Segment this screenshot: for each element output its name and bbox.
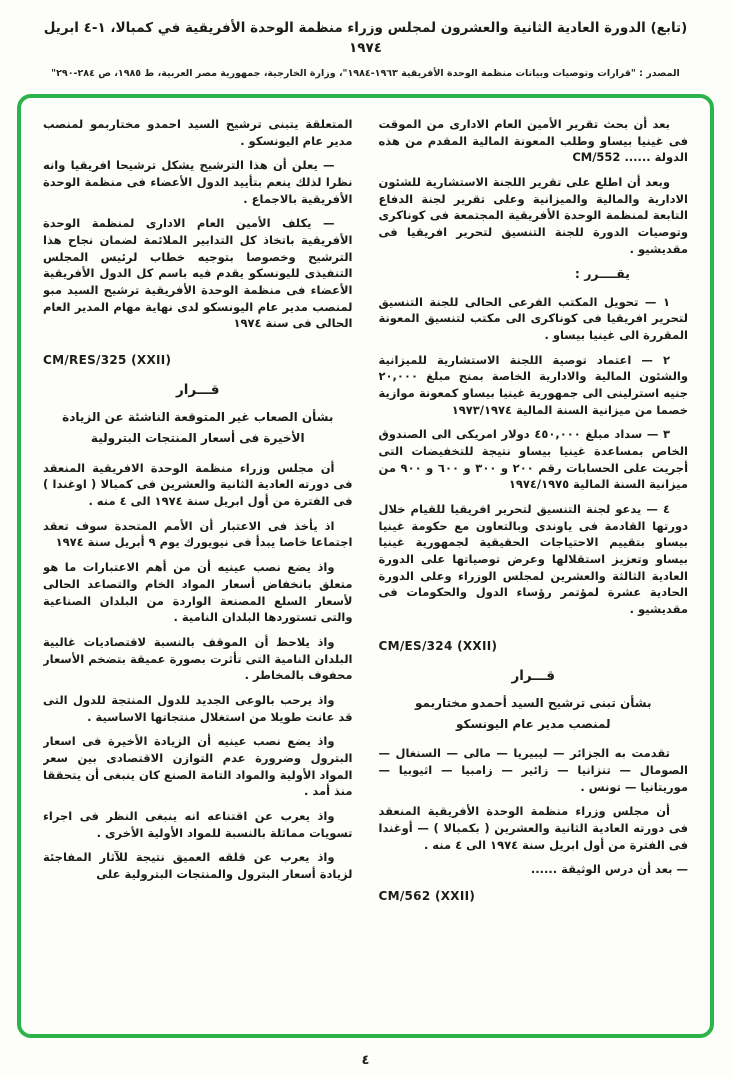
session-paragraph: أن مجلس وزراء منظمة الوحدة الأفريقية المنعقد فى دورته العادية الثانية والعشرين ( بكمبالا ) — أوغندا فى الفترة من أول ابريل سنة ١٩٧٤ الى ٤ منه . [378,804,688,852]
resolution-item-4: ٤ — يدعو لجنة التنسيق لتحرير افريقيا للقيام خلال دورتها القادمة فى ياوندى وبالتعاون مع حكومة غينيا بيساو بتقييم الاحتياجات الحقيقية لجمهورية غينيا بيساو وتعزيز استقلالها وعرض توصياتها على الدورة العادية الثالثة والعشرين لمجلس الوزراء وعلى الدورة الحادية عشرة لمؤتمر رؤساء الدول والحكومات فى مقديشيو . [378,501,688,616]
declares-paragraph: — يعلن أن هذا الترشيح يشكل ترشيحا افريقيا وانه نظرا لذلك ينعم بتأييد الدول الأعضاء فى منظمة الوحدة الأفريقية بالاجماع . [43,158,353,206]
resolution-2-subtitle-line-2: الأخيرة فى أسعار المنتجات البترولية [90,431,305,446]
resolution-heading: قـــرار [511,667,555,684]
session-paragraph-2: أن مجلس وزراء منظمة الوحدة الافريقية المنعقد فى دورته العادية الثانية والعشرين فى كمبالا ( اوغندا ) فى الفترة من أول ابريل سنة ١٩٧٤ الى ٤ منه . [43,460,353,509]
instructs-paragraph: — يكلف الأمين العام الادارى لمنظمة الوحدة الأفريقية باتخاذ كل التدابير الملائمة لضمان نجاح هذا الترشيح وخصوصا بتوجيه خطاب لرئيس المجلس التنفيذى لليونسكو يقدم فيه باسم كل الدول الأفريقية الأعضاء فى منظمة الوحدة الأفريقية ترشيح السيد مبو لمنصب مدير عام اليونسكو لدى نهاية مهام المدير العام الحالى فى سنة ١٩٧٤ [43,216,353,331]
column-right [379,116,689,1020]
preamble-paragraph-2: وبعد أن اطلع على تقرير اللجنة الاستشارية للشئون الادارية والمالية والميزانية وعلى تقرير لجنة الدفاع التابعة لمنظمة الوحدة الأفريقية المجتمعة فى كوناكرى وتوصيات الدورة للجنة التنسيق لتحرير افريقيا فى مقديشيو . [378,175,688,256]
considering-paragraph: اذ يأخذ فى الاعتبار أن الأمم المتحدة سوف تعقد اجتماعا خاصا يبدأ فى نيويورك يوم ٩ أبريل سنة ١٩٧٤ [43,518,353,550]
preamble-paragraph-1: بعد أن بحث تقرير الأمين العام الادارى من الموقت فى غينيا بيساو وطلب المعونة المالية المقدم من هذه الدولة ...... CM/552 [378,117,688,165]
document-code-cm-es-324: CM/ES/324 (XXII) [378,638,498,653]
column-left [43,116,353,1020]
having-studied-paragraph: — بعد أن درس الوثيقة ...... [530,862,688,877]
resolution-item-2: ٢ — اعتماد توصية اللجنة الاستشارية للميزانية والشئون المالية والادارية الخاصة بمنح مبلغ ٢٠,٠٠٠ جنيه استرلينى الى جمهورية غينيا بيساو كمعونة موازية خصما من ميزانية السنة المالية ١٩٧٣/١٩٧٤ [378,352,688,417]
welcoming-paragraph: واذ يرحب بالوعى الجديد للدول المنتجة للدول التى قد عانت طويلا من استغلال منتجاتها الاساسية . [43,692,353,724]
resolution-subtitle-line-2: لمنصب مدير عام اليونسكو [455,716,611,731]
page-number: ٤ [361,1053,370,1068]
resolution-heading-2: قـــرار [176,382,220,399]
concern-paragraph: واذ يعرب عن قلقه العميق نتيجة للآثار المفاجئة لزيادة أسعار البترول والمنتجات البترولية على [43,850,353,881]
sponsors-paragraph: تقدمت به الجزائر — ليبيريا — مالى — السنغال — الصومال — تنزانيا — زائير — زامبيا — اثيوبيا — موريتانيا — تونس . [378,746,688,794]
noting-paragraph: واذ يلاحظ أن الموقف بالنسبة لاقتصاديات غالبية البلدان النامية التى تأثرت بصورة عميقة بتضخم الأسعار محفوف بالمخاطر . [43,634,353,683]
document-code-cm-res-325: CM/RES/325 (XXII) [43,353,172,368]
bearing-in-mind-paragraph-2: واذ يضع نصب عينيه أن الزيادة الأخيرة فى اسعار البترول وضرورة عدم التوازن الاقتصادى بين سعر المواد الأولية والمواد التامة الصنع كان ينبغى أن يتحققا منذ أمد . [43,734,353,799]
resolution-item-3: ٣ — سداد مبلغ ٤٥٠,٠٠٠ دولار امريكى الى الصندوق الخاص بمساعدة غينيا بيساو نتيجة للتخفيضات التى أجريت على الحسابات رقم ٢٠٠ و ٣٠٠ و ٦٠٠ و ٩٠٠ من ميزانية السنة المالية ١٩٧٤/١٩٧٥ [378,427,688,492]
document-code-cm-562: CM/562 (XXII) [378,889,476,904]
green-border-frame [17,94,714,1038]
document-header [0,0,731,79]
two-column-layout [43,116,688,1020]
resolution-2-subtitle-line-1: بشأن الصعاب غير المتوقعة الناشئة عن الزيادة [62,410,334,425]
resolution-subtitle-line-1: بشأن تبنى ترشيح السيد أحمدو مختاربمو [415,695,652,710]
document-source-line: المصدر : "قرارات وتوصيات وبيانات منظمة الوحدة الأفريقية ١٩٦٣-١٩٨٤"، وزارة الخارجية، جمهورية مصر العربية، ط ١٩٨٥، ص ٢٨٤-٢٩٠" [51,67,680,79]
decides-heading: يقــــرر : [574,266,630,282]
resolution-item-1: ١ — تحويل المكتب الفرعى الحالى للجنة التنسيق لتحرير افريقيا فى كوناكرى الى مكتب لتنسيق المعونة المقررة الى غينيا بيساو . [378,294,688,342]
bearing-in-mind-paragraph-1: واذ يضع نصب عينيه أن من أهم الاعتبارات ما هو متعلق بانخفاض أسعار المواد الخام والتصاعد الحالى لأسعار السلع المصنعة الواردة من البلدان الصناعية والتى تستوردها البلدان النامية . [43,560,353,625]
page-footer [0,1049,731,1068]
continuation-paragraph: المتعلقة يتبنى ترشيح السيد احمدو مختاربمو لمنصب مدير عام اليونسكو . [43,117,353,148]
document-title: (تابع) الدورة العادية الثانية والعشرون لمجلس وزراء منظمة الوحدة الأفريقية في كمبالا، ١-٤ ابريل ١٩٧٤ [43,20,688,57]
convinced-paragraph: واذ يعرب عن اقتناعه انه ينبغى النظر فى اجراء تسويات مماثلة بالنسبة للمواد الأولية الأخرى . [43,808,353,840]
